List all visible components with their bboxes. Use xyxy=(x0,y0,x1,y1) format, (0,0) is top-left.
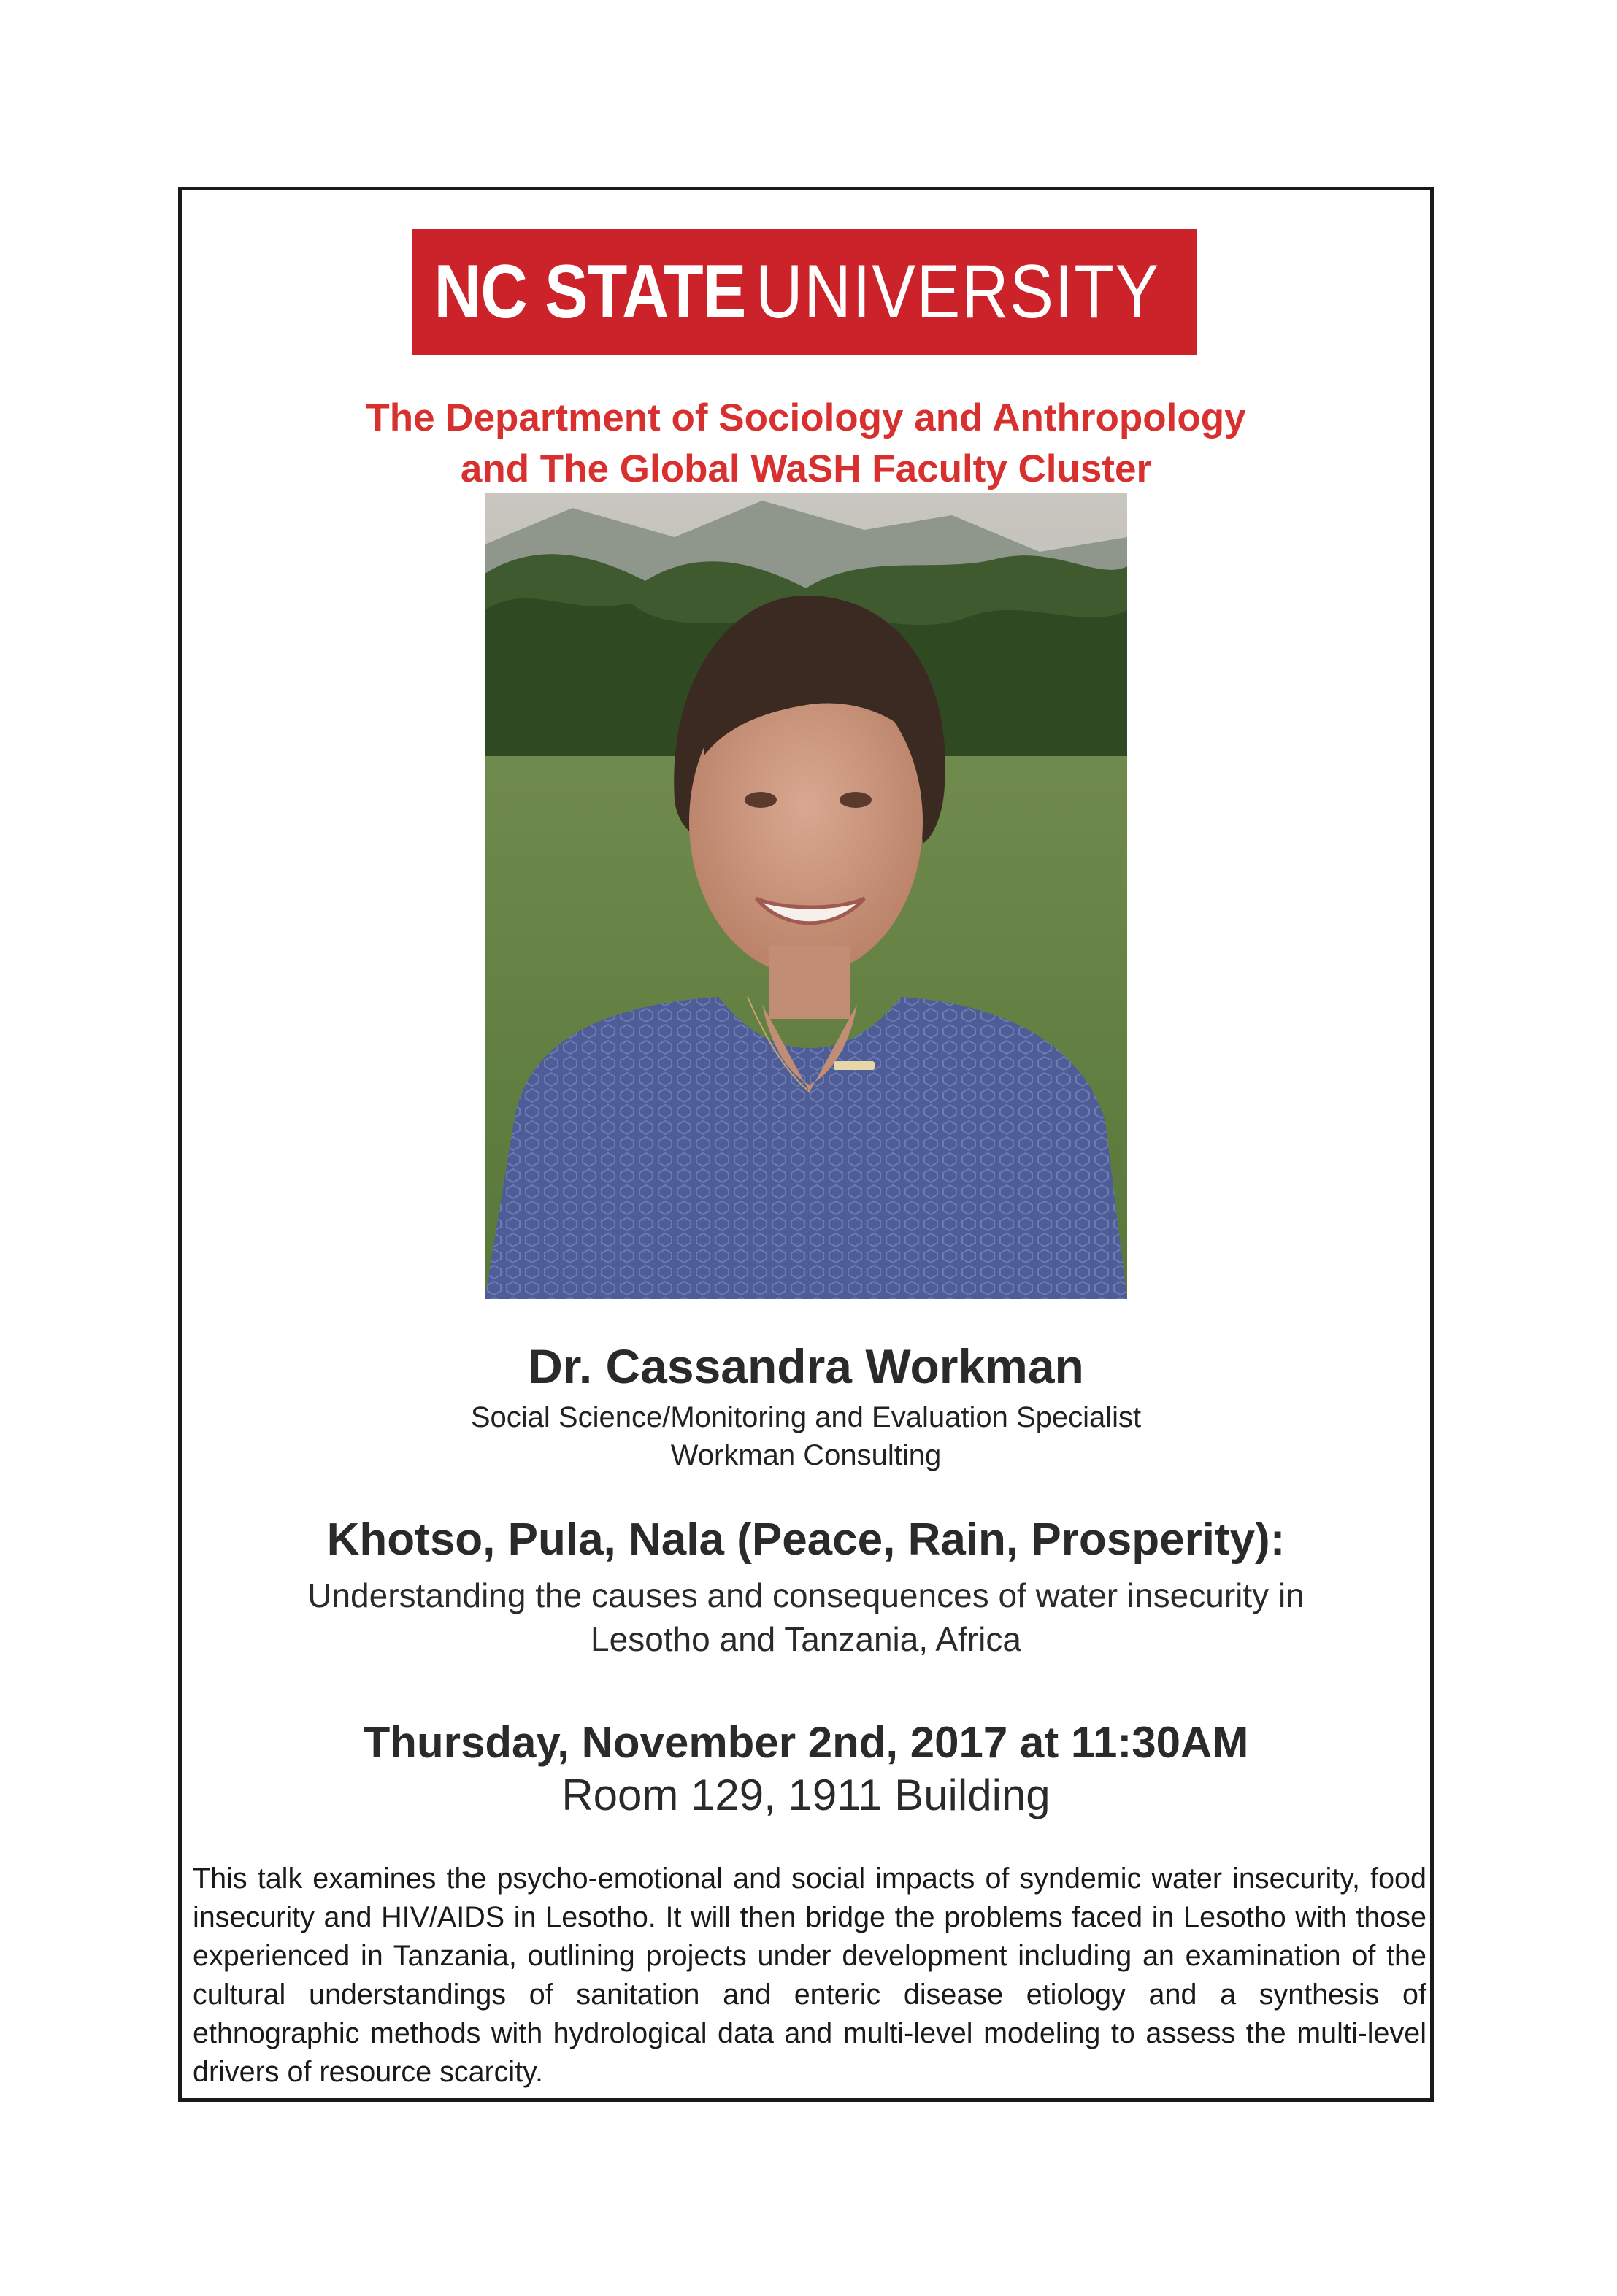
organizers-line-1: The Department of Sociology and Anthropology xyxy=(366,396,1246,439)
organizers-line-2: and The Global WaSH Faculty Cluster xyxy=(460,447,1152,490)
talk-subtitle xyxy=(219,1573,1393,1661)
organizers xyxy=(178,393,1434,495)
talk-subtitle-line-1: Understanding the causes and consequences of water insecurity in xyxy=(307,1576,1305,1614)
speaker-affiliation: Workman Consulting xyxy=(670,1439,942,1471)
nc-state-logo xyxy=(412,229,1197,355)
speaker-role: Social Science/Monitoring and Evaluation Specialist xyxy=(470,1401,1142,1433)
talk-abstract: This talk examines the psycho-emotional and social impacts of syndemic water insecurity, food insecurity and HIV/AIDS in Lesotho. It will then bridge the problems faced in Lesotho with those experienced in Tanzania, outlining projects under development including an examination of the cultural understandings of sanitation and enteric disease etiology and a synthesis of ethnographic methods with hydrological data and multi-level modeling to assess the multi-level drivers of resource scarcity. xyxy=(193,1862,1426,2088)
event-datetime: Thursday, November 2nd, 2017 at 11:30AM xyxy=(363,1718,1249,1767)
logo-bold-text: NC STATE xyxy=(434,249,746,334)
speaker-name: Dr. Cassandra Workman xyxy=(528,1339,1084,1393)
speaker-photo xyxy=(485,493,1127,1299)
talk-title: Khotso, Pula, Nala (Peace, Rain, Prosperity): xyxy=(326,1514,1286,1565)
event-location: Room 129, 1911 Building xyxy=(561,1771,1051,1819)
talk-subtitle-line-2: Lesotho and Tanzania, Africa xyxy=(591,1620,1021,1658)
logo-light-text: UNIVERSITY xyxy=(756,249,1161,334)
